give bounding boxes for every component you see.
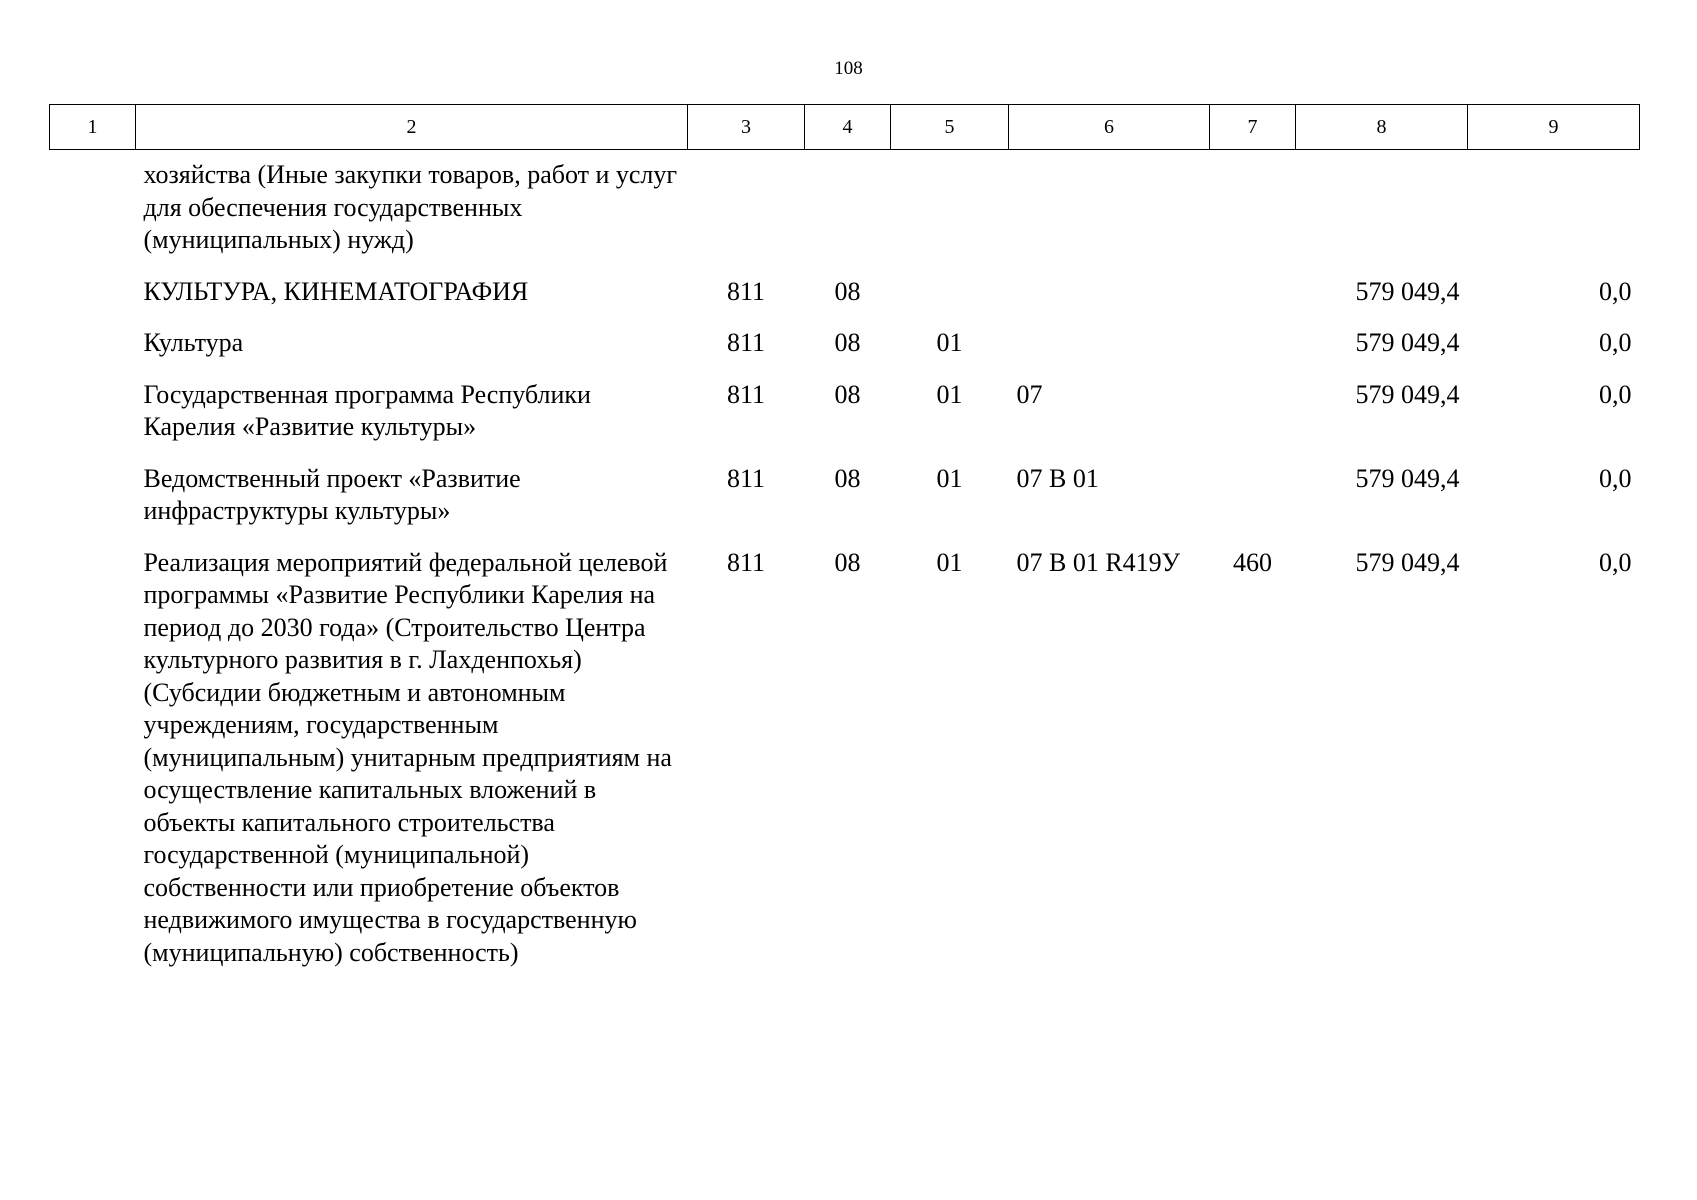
row-amount-2: 0,0 [1599,547,1632,577]
row-admin-code [688,150,805,267]
row-expense-type [1210,454,1296,538]
row-section-code: 08 [834,379,861,409]
row-amount-2 [1468,150,1640,267]
row-target-article [1009,318,1210,370]
table-row [50,318,1640,370]
row-admin-code: 811 [726,379,766,409]
row-section-code: 08 [834,463,861,493]
column-header: 6 [1009,105,1210,150]
row-empty-cell [50,370,136,454]
column-number-row [50,105,1640,150]
table-row [50,150,1640,267]
row-expense-type [1210,318,1296,370]
row-section-code [805,150,891,267]
row-name: Реализация мероприятий федеральной целевой программы «Развитие Республики Карелия на период до 2030 года» (Строительство Центра культурного развития в г. Лахденпохья) (Субсидии бюджетным и автономным учреждениям, государственным (муниципальным) унитарным предприятиям на осуществление капитальных вложений в объекты капитального строительства государственной (муниципальной) собственности или приобретение объектов недвижимого имущества в государственную (муниципальную) собственность) [143,547,672,967]
row-expense-type: 460 [1233,547,1272,577]
table-row [50,454,1640,538]
row-amount-2: 0,0 [1599,276,1632,306]
table-row [50,370,1640,454]
row-empty-cell [50,318,136,370]
row-expense-type [1210,370,1296,454]
column-header: 2 [136,105,688,150]
row-target-article [1009,150,1210,267]
row-empty-cell [50,454,136,538]
column-header: 1 [50,105,136,150]
row-name: Ведомственный проект «Развитие инфраструктуры культуры» [143,463,521,525]
row-target-article: 07 В 01 R419У [1016,547,1181,577]
row-name: хозяйства (Иные закупки товаров, работ и услуг для обеспечения государственных (муниципальных) нужд) [143,160,678,254]
row-amount: 579 049,4 [1355,547,1460,577]
row-admin-code: 811 [726,463,766,493]
row-empty-cell [50,538,136,980]
row-target-article: 07 В 01 [1016,463,1099,493]
row-amount [1296,150,1468,267]
row-name: Государственная программа Республики Карелия «Развитие культуры» [143,379,591,441]
column-header: 4 [805,105,891,150]
row-admin-code: 811 [726,276,766,306]
row-subsection-code [891,150,1009,267]
row-name: Культура [143,328,244,357]
row-amount-2: 0,0 [1599,379,1632,409]
row-amount: 579 049,4 [1355,463,1460,493]
row-subsection-code: 01 [936,463,963,493]
row-admin-code: 811 [726,547,766,577]
row-target-article [1009,267,1210,319]
column-header: 8 [1296,105,1468,150]
budget-table [49,104,1640,979]
column-header: 5 [891,105,1009,150]
row-amount-2: 0,0 [1599,328,1632,357]
row-subsection-code: 01 [936,379,963,409]
row-admin-code: 811 [726,328,766,357]
table-row [50,267,1640,319]
table-row [50,538,1640,980]
row-section-code: 08 [834,328,861,357]
row-expense-type [1210,267,1296,319]
page-number: 108 [834,58,863,79]
column-header: 3 [688,105,805,150]
row-amount-2: 0,0 [1599,463,1632,493]
row-subsection-code [891,267,1009,319]
row-subsection-code: 01 [936,547,963,577]
row-amount: 579 049,4 [1355,379,1460,409]
row-section-code: 08 [834,547,861,577]
column-header: 7 [1210,105,1296,150]
row-empty-cell [50,150,136,267]
row-section-code: 08 [834,276,861,306]
row-expense-type [1210,150,1296,267]
row-target-article: 07 [1016,379,1043,409]
row-amount: 579 049,4 [1355,328,1460,357]
row-amount: 579 049,4 [1355,276,1460,306]
row-name: КУЛЬТУРА, КИНЕМАТОГРАФИЯ [143,276,529,306]
row-empty-cell [50,267,136,319]
column-header: 9 [1468,105,1640,150]
row-subsection-code: 01 [936,328,963,357]
